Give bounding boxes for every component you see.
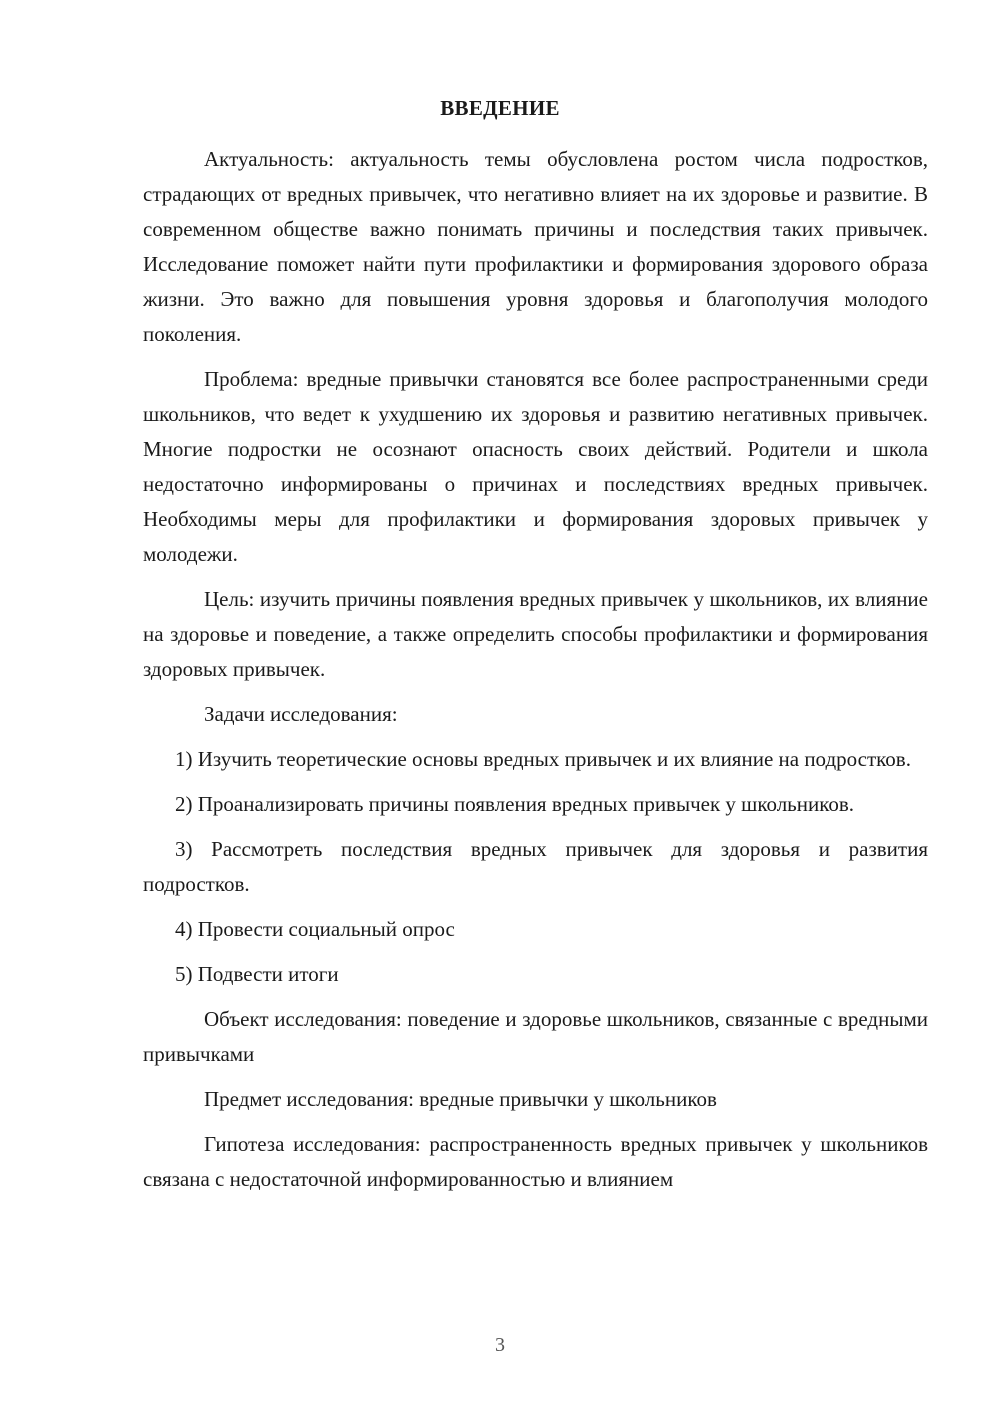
hypothesis-paragraph: Гипотеза исследования: распространенность вредных привычек у школьников связана с недостаточной информированностью и влиянием [143, 1132, 928, 1191]
task-item: 5) Подвести итоги [175, 962, 339, 986]
object-paragraph: Объект исследования: поведение и здоровье школьников, связанные с вредными привычками [143, 1007, 928, 1066]
task-item: 4) Провести социальный опрос [175, 917, 455, 941]
goal-paragraph: Цель: изучить причины появления вредных привычек у школьников, их влияние на здоровье и поведение, а также определить способы профилактики и формирования здоровых привычек. [143, 587, 928, 681]
subject-paragraph: Предмет исследования: вредные привычки у школьников [204, 1087, 717, 1111]
tasks-heading: Задачи исследования: [204, 702, 398, 726]
document-body [143, 142, 928, 1197]
task-item: 3) Рассмотреть последствия вредных привычек для здоровья и развития подростков. [143, 837, 928, 896]
page-title: ВВЕДЕНИЕ [440, 96, 560, 120]
task-item: 1) Изучить теоретические основы вредных привычек и их влияние на подростков. [175, 747, 911, 771]
page-number: 3 [495, 1334, 505, 1356]
problem-paragraph: Проблема: вредные привычки становятся все более распространенными среди школьников, что ведет к ухудшению их здоровья и развитию негативных привычек. Многие подростки не осознают опасность своих действий. Родители и школа недостаточно информированы о причинах и последствиях вредных привычек. Необходимы меры для профилактики и формирования здоровых привычек у молодежи. [143, 367, 928, 566]
relevance-paragraph: Актуальность: актуальность темы обусловлена ростом числа подростков, страдающих от вредных привычек, что негативно влияет на их здоровье и развитие. В современном обществе важно понимать причины и последствия таких привычек. Исследование поможет найти пути профилактики и формирования здорового образа жизни. Это важно для повышения уровня здоровья и благополучия молодого поколения. [143, 147, 928, 346]
task-item: 2) Проанализировать причины появления вредных привычек у школьников. [175, 792, 855, 816]
